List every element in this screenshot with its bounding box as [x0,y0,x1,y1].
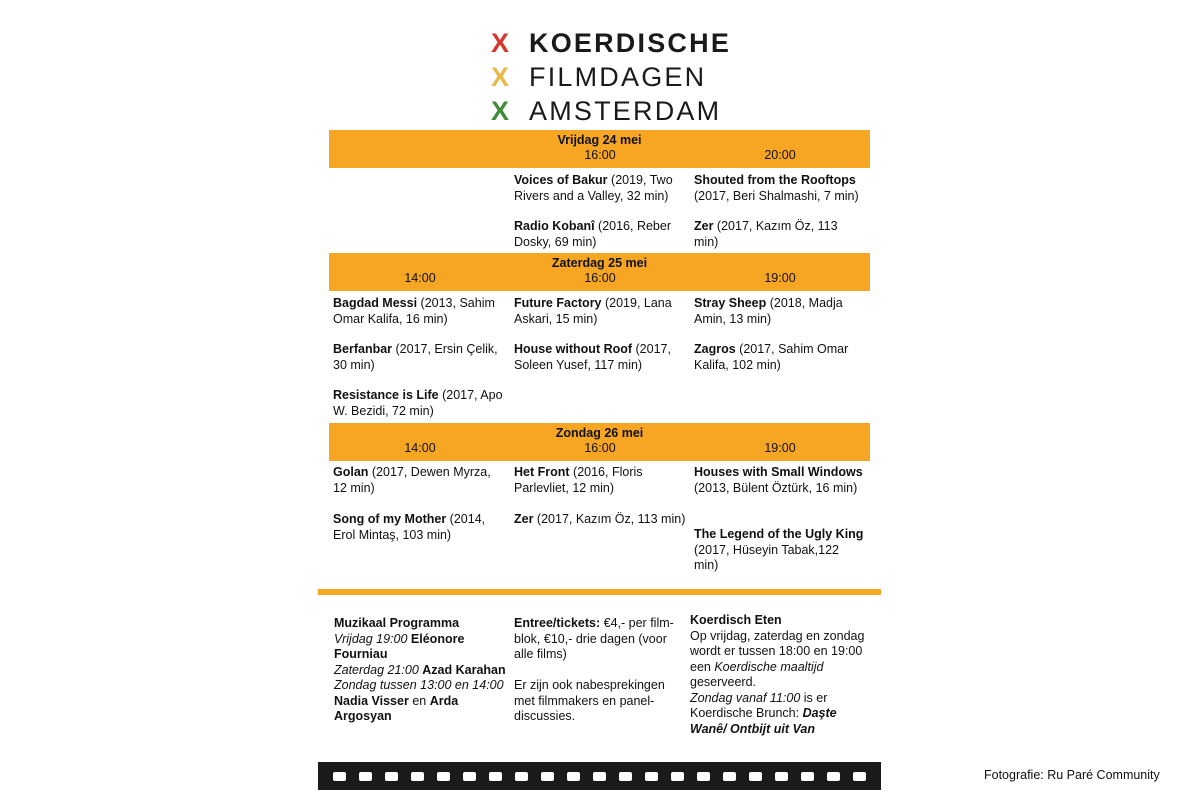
film-hole [333,772,346,781]
film-title: Voices of Bakur [514,173,608,187]
food-meal: Koerdische maaltijd [714,659,824,674]
day-label: Vrijdag 24 mei [557,133,642,147]
film-title: Song of my Mother [333,512,447,526]
film-hole [567,772,580,781]
film-title: Houses with Small Windows [694,465,863,479]
film-hole [801,772,814,781]
time-slot: 20:00 [764,148,796,162]
film-entry [333,465,505,496]
film-title: The Legend of the Ugly King [694,527,864,541]
day-band-friday [329,130,870,168]
film-title: Het Front [514,465,570,479]
tickets-extra: Er zijn ook nabesprekingen met filmmakers en panel-discussies. [514,678,665,723]
section-divider [318,589,881,595]
film-details: (2016, Floris Parlevliet, 12 min) [514,465,643,495]
food-text2: geserveerd. [690,675,757,689]
film-entry [514,296,690,327]
film-details: (2017, Kazım Öz, 113 min) [694,219,838,249]
film-hole [697,772,710,781]
tickets-heading: Entree/tickets: [514,616,601,630]
film-entry [333,296,505,327]
film-entry [333,388,505,419]
film-title: Zer [514,512,534,526]
film-hole [541,772,554,781]
film-details: (2017, Beri Shalmashi, 7 min) [694,188,859,203]
music-heading: Muzikaal Programma [334,616,460,630]
food-text3: is er Koerdische Brunch: [690,690,828,720]
film-details: (2017, Apo W. Bezidi, 72 min) [333,388,503,418]
day-label: Zaterdag 25 mei [551,256,648,270]
day-band-saturday [329,253,870,291]
day-label: Zondag 26 mei [555,426,644,440]
film-strip [318,762,881,790]
film-title: Golan [333,465,369,479]
film-details: (2017, Hüseyin Tabak,122 min) [694,542,840,572]
logo-word: AMSTERDAM [529,96,722,126]
film-entry [514,173,690,204]
music-sun-en: en [412,693,427,708]
film-hole [385,772,398,781]
film-title: Bagdad Messi [333,296,418,310]
film-details: (2018, Madja Amin, 13 min) [694,296,843,326]
film-title: Berfanbar [333,342,393,356]
logo-row-amsterdam [489,96,721,127]
logo-word: KOERDISCHE [529,28,732,58]
photo-credit: Fotografie: Ru Paré Community [984,768,1160,782]
tickets-text: €4,- per film-blok, €10,- drie dagen (voor alle films) [514,616,674,661]
film-hole [463,772,476,781]
film-hole [411,772,424,781]
food-info [690,613,870,737]
film-entry [694,465,864,496]
film-hole [827,772,840,781]
film-hole [645,772,658,781]
film-details: (2016, Reber Dosky, 69 min) [514,219,671,249]
music-sat-when: Zaterdag 21:00 [334,662,419,677]
time-slot: 19:00 [764,441,796,455]
film-title: Shouted from the Rooftops [694,173,856,187]
film-title: Zagros [694,342,736,356]
music-sun-when: Zondag tussen 13:00 en 14:00 [334,678,504,692]
logo-row-koerdische [489,28,731,59]
film-entry [694,342,864,373]
food-brunch: Daşte Wanê/ Ontbijt uit Van [690,706,837,736]
x-mark-yellow: X [490,62,509,92]
film-details: (2014, Erol Mintaş, 103 min) [333,512,486,542]
film-entry [694,219,864,250]
music-fri-when: Vrijdag 19:00 [334,631,408,646]
film-details: (2013, Sahim Omar Kalifa, 16 min) [333,296,495,326]
time-slot: 14:00 [404,271,436,285]
film-entry [333,512,505,543]
film-details: (2019, Two Rivers and a Valley, 32 min) [514,173,673,203]
film-details: (2017, Ersin Çelik, 30 min) [333,342,498,372]
time-slot: 16:00 [584,271,616,285]
film-title: Radio Kobanî [514,219,595,233]
time-slot: 19:00 [764,271,796,285]
film-hole [489,772,502,781]
film-details: (2019, Lana Askari, 15 min) [514,296,672,326]
film-entry [694,173,864,204]
music-sun-who1: Nadia Visser [334,693,409,708]
film-entry [694,296,864,327]
film-title: Resistance is Life [333,388,439,402]
film-details: (2017, Dewen Myrza, 12 min) [333,465,491,495]
music-program [334,616,506,725]
film-hole [619,772,632,781]
time-slot: 16:00 [584,441,616,455]
film-details: (2013, Bülent Öztürk, 16 min) [694,480,858,495]
film-hole [775,772,788,781]
day-band-sunday [329,423,870,461]
music-sun-who2: Arda Argosyan [334,693,459,723]
film-hole [515,772,528,781]
music-fri-who: Eléonore Fourniau [334,631,465,661]
film-details: (2017, Sahim Omar Kalifa, 102 min) [694,342,849,372]
film-details: (2017, Soleen Yusef, 117 min) [514,342,671,372]
time-slot: 16:00 [584,148,616,162]
x-mark-red: X [490,28,509,58]
film-entry [694,527,864,574]
film-hole [593,772,606,781]
logo-word: FILMDAGEN [529,62,707,92]
film-hole [359,772,372,781]
film-hole [437,772,450,781]
time-slot: 14:00 [404,441,436,455]
x-mark-green: X [490,96,509,126]
film-entry [514,512,690,528]
film-hole [671,772,684,781]
film-title: House without Roof [514,342,633,356]
food-heading: Koerdisch Eten [690,613,782,627]
film-hole [723,772,736,781]
film-title: Future Factory [514,296,602,310]
food-text1: Op vrijdag, zaterdag en zondag wordt er tussen 18:00 en 19:00 een [690,628,865,674]
music-sat-who: Azad Karahan [422,662,506,677]
film-entry [333,342,505,373]
film-hole [853,772,866,781]
film-hole [749,772,762,781]
film-entry [514,342,690,373]
film-details: (2017, Kazım Öz, 113 min) [533,512,686,526]
food-sun-when: Zondag vanaf 11:00 [690,690,801,705]
film-entry [514,219,690,250]
film-entry [514,465,690,496]
tickets-info [514,616,686,725]
film-title: Zer [694,219,714,233]
film-title: Stray Sheep [694,296,767,310]
logo-row-filmdagen [489,62,706,93]
